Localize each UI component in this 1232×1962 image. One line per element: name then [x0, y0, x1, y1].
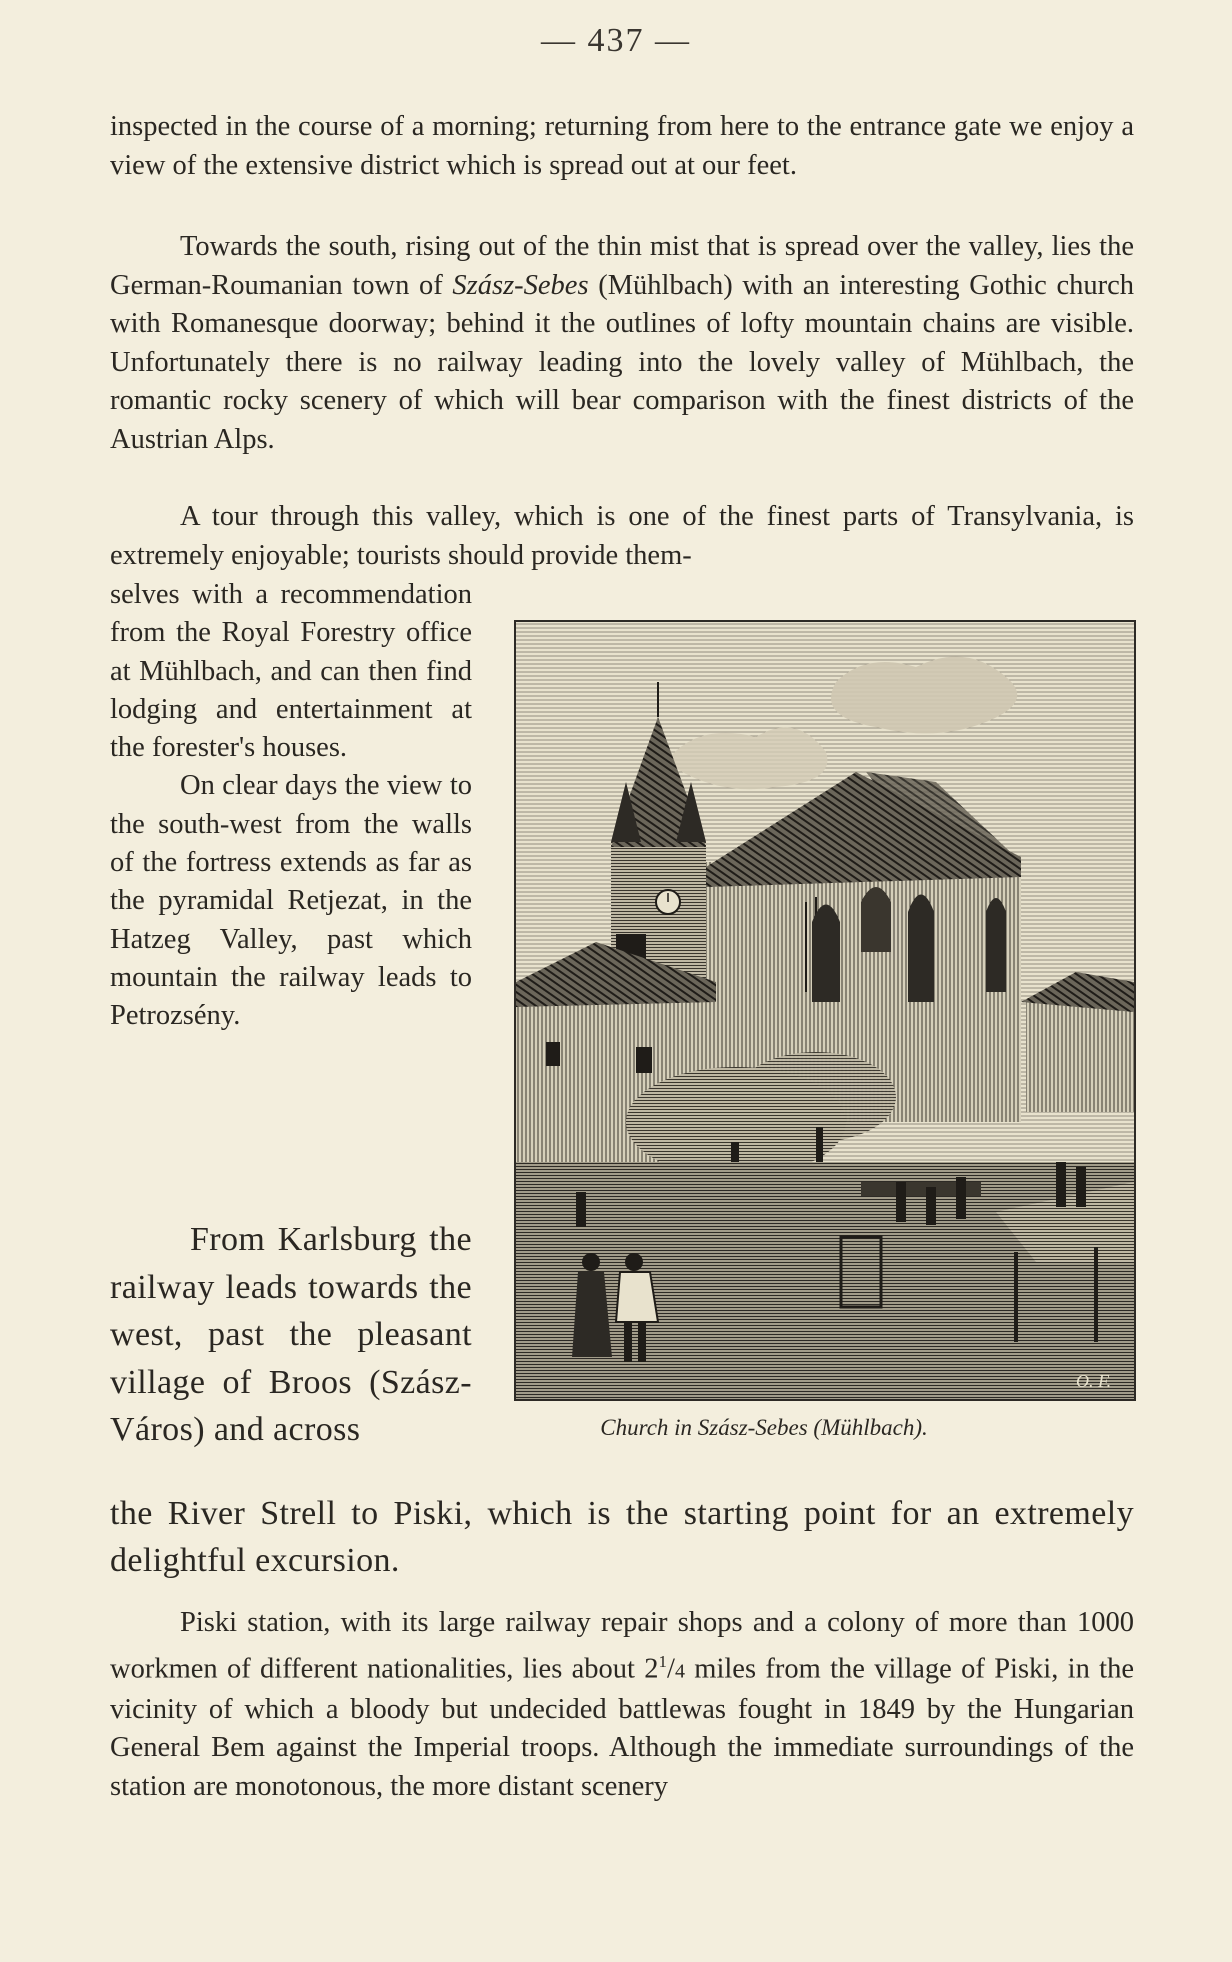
paragraph-6: [110, 1604, 1134, 1806]
figure-caption: Church in Szász-Sebes (Mühlbach).: [600, 1415, 928, 1440]
crowd-figure: [1076, 1167, 1086, 1207]
paragraph-4-text: On clear days the view to the south-west from the walls of the fortress extends as far as the pyramidal Retjezat, in the Hatzeg Valley, past which mountain the railway leads to Petrozsény.: [110, 770, 472, 1032]
church-illustration: [516, 622, 1134, 1399]
paragraph-3: [110, 498, 1134, 575]
paragraph-6-text-start: Piski station, with its large railway repair shops and a colony of more than 1000 workmen of different nationalities, lies about 2: [110, 1607, 1134, 1684]
gothic-window: [986, 898, 1006, 992]
paragraph-6-text: Piski station, with its large railway repair shops and a colony of more than 1000 workmen of different nationalities, lies about $2^1/4$ miles from the village of Piski, in the vicinity of which a bloody but undecided battlewas fought in 1849 by the Hungarian General Bem against the Imperial troops. Although the immediate surroundings of the station are monotonous, the more distant scenery: [110, 1607, 1134, 1802]
town-name-italic: Szász-Sebes: [452, 269, 589, 301]
figure-leg: [624, 1322, 632, 1362]
paragraph-2-text: [110, 228, 1134, 459]
house-window: [636, 1047, 652, 1073]
church-engraving: [514, 620, 1136, 1401]
paragraph-3-continuation: selves with a recommendation from the Royal Forestry office at Mühlbach, and can then find lodging and entertainment at the forester's houses.: [110, 579, 472, 764]
figure-leg: [638, 1322, 646, 1362]
crowd-figure: [1056, 1162, 1066, 1207]
page-number: — 437 —: [541, 22, 691, 59]
paragraph-2: [110, 228, 1134, 459]
crowd-figure: [956, 1177, 966, 1219]
left-column-text: [110, 576, 472, 1036]
figure-head: [582, 1253, 600, 1271]
figure-coat: [616, 1272, 658, 1322]
paragraph-1: [110, 108, 1134, 185]
paragraph-2-text-end: (Mühlbach) with an interesting Gothic church with Romanesque doorway; behind it the outlines of lofty mountain chains are visible. Unfortunately there is no railway leading into the lovely valley of Mühlbach, the romantic rocky scenery of which will bear comparison with the finest districts of the Austrian Alps.: [110, 269, 1134, 455]
house-window: [546, 1042, 560, 1066]
crowd-figure: [896, 1182, 906, 1222]
paragraph-1-text: inspected in the course of a morning; returning from here to the entrance gate we enjoy a view of the extensive district which is spread out at our feet.: [110, 111, 1134, 181]
large-paragraph-tail: [110, 1490, 1134, 1584]
paragraph-2-text-start: Towards the south, rising out of the thin mist that is spread over the valley, lies the German-Roumanian town of: [110, 231, 1134, 301]
gothic-window: [812, 905, 840, 1003]
paragraph-3-text: A tour through this valley, which is one of the finest parts of Transylvania, is extremely enjoyable; tourists should provide them-: [110, 501, 1134, 571]
right-building: [1026, 1002, 1134, 1112]
fraction-denominator: 4: [674, 1660, 685, 1682]
paragraph-5-text-end: the River Strell to Piski, which is the starting point for an extremely delightful excursion.: [110, 1495, 1134, 1579]
engraver-signature: O. F.: [1076, 1371, 1112, 1391]
gothic-window: [908, 895, 934, 1003]
gothic-window: [861, 887, 891, 952]
paragraph-5-text-start: From Karlsburg the railway leads towards the west, past the pleasant village of Broos (Szász-Város) and across: [110, 1221, 472, 1448]
large-paragraph-lead: [110, 1216, 472, 1454]
foreground-ground: [516, 1162, 1134, 1399]
paragraph-6-text-end: miles from the village of Piski, in the vicinity of which a bloody but undecided battlewas fought in 1849 by the Hungarian General Bem against the Imperial troops. Although the immediate surroundings of the station are monotonous, the more distant scenery: [110, 1653, 1134, 1802]
crowd-figure: [576, 1192, 586, 1227]
crowd-figure: [926, 1187, 936, 1225]
figure-head: [625, 1253, 643, 1271]
fraction-numerator: 1: [658, 1651, 668, 1671]
